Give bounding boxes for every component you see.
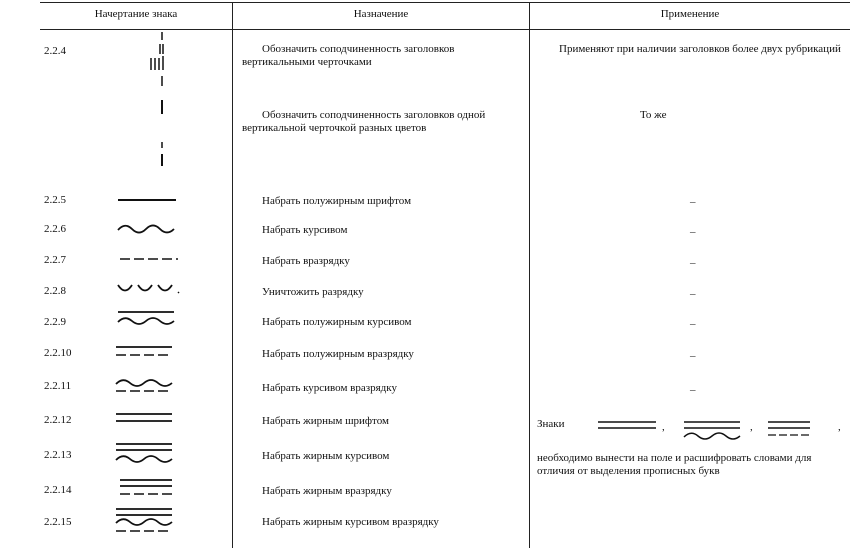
dashed-line-icon — [120, 254, 180, 264]
note-separator: , — [838, 421, 841, 433]
double-line-sample-icon — [596, 419, 658, 433]
note-separator: , — [662, 421, 665, 433]
note-label: Знаки — [537, 418, 565, 430]
row-description: Обозначить соподчиненность заголовков вертикальными черточками — [242, 43, 455, 68]
single-bar-icon — [152, 98, 172, 168]
double-line-wave-sample-icon — [682, 419, 744, 443]
row-description: Набрать курсивом — [262, 224, 348, 236]
row-description: Обозначить соподчиненность заголовков одной вертикальной черточкой разных цветов — [242, 109, 486, 134]
row-application: – — [690, 350, 696, 362]
row-number: 2.2.9 — [44, 316, 66, 328]
line-over-wave-icon — [116, 309, 178, 329]
row-application: – — [690, 384, 696, 396]
row-number: 2.2.13 — [44, 449, 72, 461]
row-description: Набрать курсивом вразрядку — [262, 382, 397, 394]
row-application: – — [690, 288, 696, 300]
row-application: – — [690, 257, 696, 269]
note-text: необходимо вынести на поле и расшифровать словами для отличия от выделения прописных букв — [537, 452, 812, 477]
row-description: Набрать жирным курсивом — [262, 450, 390, 462]
row-application: Применяют при наличии заголовков более двух рубрикаций — [559, 43, 841, 55]
row-description: Набрать полужирным вразрядку — [262, 348, 414, 360]
solid-line-icon — [118, 195, 178, 205]
double-line-dashes-sample-icon — [766, 419, 816, 441]
header-sign-style: Начертание знака — [94, 8, 178, 20]
row-description: Набрать жирным шрифтом — [262, 415, 389, 427]
note-separator: , — [750, 421, 753, 433]
row-number: 2.2.5 — [44, 194, 66, 206]
double-line-wave-dashes-icon — [114, 506, 176, 536]
row-number: 2.2.11 — [44, 380, 72, 392]
row-number: 2.2.6 — [44, 223, 66, 235]
row-description: Набрать жирным вразрядку — [262, 485, 392, 497]
double-line-icon — [114, 411, 176, 425]
row-application: – — [690, 226, 696, 238]
wave-over-dashes-icon — [114, 375, 176, 395]
vertical-bars-icon — [146, 32, 176, 92]
row-application: – — [690, 318, 696, 330]
double-line-wave-icon — [114, 441, 176, 467]
row-description: Набрать вразрядку — [262, 255, 350, 267]
header-purpose: Назначение — [353, 8, 409, 20]
row-number: 2.2.4 — [44, 45, 66, 57]
row-application: – — [690, 196, 696, 208]
row-number: 2.2.15 — [44, 516, 72, 528]
row-number: 2.2.7 — [44, 254, 66, 266]
header-application: Применение — [660, 8, 720, 20]
row-description: Набрать жирным курсивом вразрядку — [262, 516, 439, 528]
table-top-border — [40, 2, 850, 3]
row-application: То же — [640, 109, 667, 121]
wavy-line-icon — [118, 222, 178, 236]
double-line-dashes-icon — [114, 477, 176, 499]
row-number: 2.2.10 — [44, 347, 72, 359]
row-number: 2.2.12 — [44, 414, 72, 426]
table-header-divider — [40, 29, 850, 30]
row-description: Набрать полужирным курсивом — [262, 316, 412, 328]
column-divider-1 — [232, 2, 233, 548]
row-description: Уничтожить разрядку — [262, 286, 364, 298]
row-description: Набрать полужирным шрифтом — [262, 195, 412, 207]
row-number: 2.2.8 — [44, 285, 66, 297]
arcs-icon — [116, 282, 182, 296]
line-over-dashes-icon — [114, 344, 176, 360]
row-number: 2.2.14 — [44, 484, 72, 496]
column-divider-2 — [529, 2, 530, 548]
